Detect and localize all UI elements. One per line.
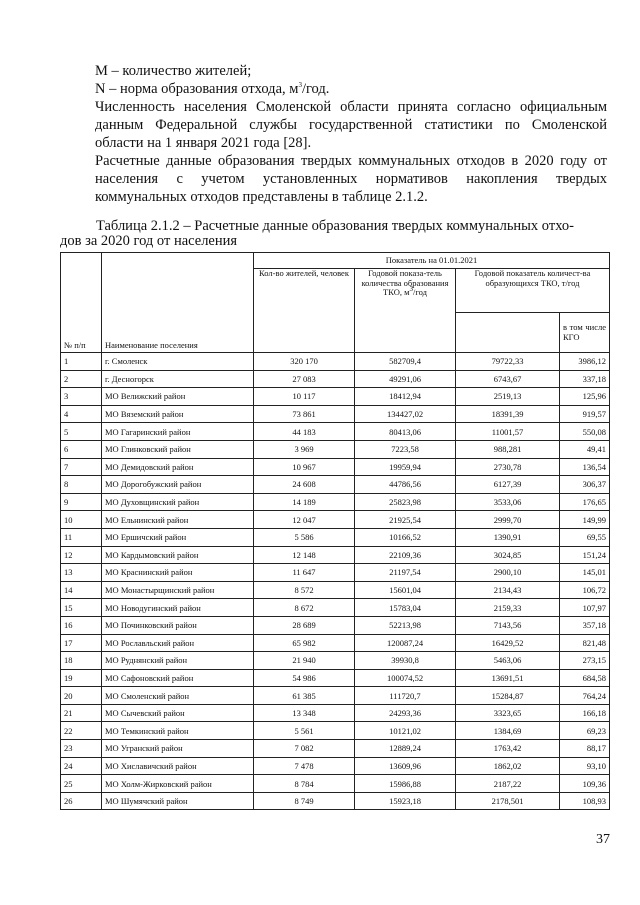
table-row (61, 476, 610, 494)
cell-annual-norm: 10166,52 (355, 528, 456, 546)
cell-kgo: 136,54 (560, 458, 610, 476)
cell-annual-volume: 5463,06 (456, 652, 560, 670)
cell-annual-volume: 1390,91 (456, 528, 560, 546)
table-row (61, 652, 610, 670)
cell-num: 5 (61, 423, 102, 441)
cell-residents: 24 608 (254, 476, 355, 494)
cell-num: 2 (61, 370, 102, 388)
cell-annual-norm: 12889,24 (355, 740, 456, 758)
cell-annual-volume: 6743,67 (456, 370, 560, 388)
cell-name: МО Ельнинский район (102, 511, 254, 529)
cell-name: МО Темкинский район (102, 722, 254, 740)
cell-annual-volume: 11001,57 (456, 423, 560, 441)
cell-name: МО Глинковский район (102, 440, 254, 458)
table-row (61, 704, 610, 722)
cell-annual-volume: 16429,52 (456, 634, 560, 652)
table-row (61, 423, 610, 441)
cell-name: МО Вяземский район (102, 405, 254, 423)
cell-annual-norm: 15923,18 (355, 792, 456, 810)
table-row (61, 564, 610, 582)
cell-annual-volume: 15284,87 (456, 687, 560, 705)
cell-annual-volume: 6127,39 (456, 476, 560, 494)
cell-residents: 11 647 (254, 564, 355, 582)
cell-num: 11 (61, 528, 102, 546)
table-row (61, 511, 610, 529)
cell-kgo: 109,36 (560, 775, 610, 793)
cell-kgo: 919,57 (560, 405, 610, 423)
table-row (61, 757, 610, 775)
cell-residents: 8 572 (254, 581, 355, 599)
cell-kgo: 149,99 (560, 511, 610, 529)
cell-annual-norm: 582709,4 (355, 353, 456, 371)
cell-residents: 3 969 (254, 440, 355, 458)
cell-residents: 65 982 (254, 634, 355, 652)
cell-kgo: 684,58 (560, 669, 610, 687)
cell-residents: 73 861 (254, 405, 355, 423)
table-row (61, 616, 610, 634)
cell-residents: 7 478 (254, 757, 355, 775)
cell-name: МО Руднянский район (102, 652, 254, 670)
cell-annual-norm: 18412,94 (355, 388, 456, 406)
cell-residents: 21 940 (254, 652, 355, 670)
cell-residents: 27 083 (254, 370, 355, 388)
cell-name: МО Духовщинский район (102, 493, 254, 511)
cell-annual-volume: 79722,33 (456, 353, 560, 371)
cell-name: МО Сычевский район (102, 704, 254, 722)
table-caption (60, 219, 608, 249)
cell-num: 10 (61, 511, 102, 529)
table-row (61, 687, 610, 705)
cell-num: 23 (61, 740, 102, 758)
cell-residents: 14 189 (254, 493, 355, 511)
cell-num: 12 (61, 546, 102, 564)
cell-annual-volume: 2134,43 (456, 581, 560, 599)
cell-annual-volume: 2159,33 (456, 599, 560, 617)
table-row (61, 353, 610, 371)
cell-name: МО Новодугинский район (102, 599, 254, 617)
cell-annual-norm: 21197,54 (355, 564, 456, 582)
cell-kgo: 550,08 (560, 423, 610, 441)
cell-kgo: 69,23 (560, 722, 610, 740)
cell-annual-norm: 134427,02 (355, 405, 456, 423)
cell-residents: 5 586 (254, 528, 355, 546)
cell-kgo: 88,17 (560, 740, 610, 758)
header-annual-norm-text: Годовой показа-тель количества образования ТКО, м (361, 268, 449, 297)
cell-num: 7 (61, 458, 102, 476)
cell-annual-norm: 39930,8 (355, 652, 456, 670)
table-row (61, 388, 610, 406)
cell-annual-norm: 24293,36 (355, 704, 456, 722)
cell-annual-volume: 1862,02 (456, 757, 560, 775)
cell-kgo: 145,01 (560, 564, 610, 582)
cell-annual-norm: 22109,36 (355, 546, 456, 564)
table-row (61, 722, 610, 740)
header-annual-volume: Годовой показатель количест-ва образующихся ТКО, т/год (456, 269, 610, 313)
table-caption-line1: Таблица 2.1.2 – Расчетные данные образования твердых коммунальных отхо- (96, 218, 574, 234)
cell-num: 8 (61, 476, 102, 494)
header-name: Наименование поселения (102, 253, 254, 353)
cell-name: г. Десногорск (102, 370, 254, 388)
cell-name: МО Холм-Жирковский район (102, 775, 254, 793)
cell-annual-volume: 18391,39 (456, 405, 560, 423)
cell-num: 26 (61, 792, 102, 810)
cell-num: 21 (61, 704, 102, 722)
cell-kgo: 273,15 (560, 652, 610, 670)
cell-residents: 44 183 (254, 423, 355, 441)
cell-annual-norm: 10121,02 (355, 722, 456, 740)
cell-name: МО Краснинский район (102, 564, 254, 582)
cell-annual-volume: 1384,69 (456, 722, 560, 740)
cell-annual-volume: 13691,51 (456, 669, 560, 687)
cell-kgo: 821,48 (560, 634, 610, 652)
table-row (61, 775, 610, 793)
header-indicator: Показатель на 01.01.2021 (254, 253, 610, 269)
cell-kgo: 166,18 (560, 704, 610, 722)
header-placeholder (456, 313, 560, 353)
cell-residents: 54 986 (254, 669, 355, 687)
cell-residents: 8 784 (254, 775, 355, 793)
cell-annual-norm: 15783,04 (355, 599, 456, 617)
cell-residents: 8 672 (254, 599, 355, 617)
header-num: № п/п (61, 253, 102, 353)
cell-annual-norm: 52213,98 (355, 616, 456, 634)
cell-residents: 10 967 (254, 458, 355, 476)
cell-num: 14 (61, 581, 102, 599)
cell-kgo: 49,41 (560, 440, 610, 458)
cell-annual-norm: 19959,94 (355, 458, 456, 476)
cell-name: МО Кардымовский район (102, 546, 254, 564)
cell-num: 9 (61, 493, 102, 511)
cell-name: МО Рославльский район (102, 634, 254, 652)
cell-residents: 12 047 (254, 511, 355, 529)
cell-annual-norm: 49291,06 (355, 370, 456, 388)
cell-annual-volume: 2900,10 (456, 564, 560, 582)
cell-kgo: 69,55 (560, 528, 610, 546)
cell-num: 1 (61, 353, 102, 371)
cell-name: МО Хиславичский район (102, 757, 254, 775)
cell-name: МО Монастырщинский район (102, 581, 254, 599)
header-incl-kgo: в том числе КГО (560, 313, 610, 353)
cell-kgo: 125,96 (560, 388, 610, 406)
table-row (61, 581, 610, 599)
paragraph-calculation-text: Расчетные данные образования твердых коммунальных отходов в 2020 году от населения с учетом установленных нормативов накопления твердых коммунальных отходов представлены в таблице 2.1.2. (95, 153, 607, 205)
cell-name: МО Угранский район (102, 740, 254, 758)
cell-residents: 8 749 (254, 792, 355, 810)
cell-annual-norm: 100074,52 (355, 669, 456, 687)
definition-n-text: N – норма образования отхода, м (95, 81, 299, 97)
cell-residents: 7 082 (254, 740, 355, 758)
cell-name: МО Шумячский район (102, 792, 254, 810)
cell-num: 24 (61, 757, 102, 775)
table-row (61, 458, 610, 476)
cell-residents: 61 385 (254, 687, 355, 705)
cell-num: 22 (61, 722, 102, 740)
cell-annual-volume: 3024,85 (456, 546, 560, 564)
cell-annual-volume: 7143,56 (456, 616, 560, 634)
cell-annual-volume: 2730,78 (456, 458, 560, 476)
paragraph-population (95, 98, 607, 152)
table-row (61, 669, 610, 687)
cell-annual-norm: 15986,88 (355, 775, 456, 793)
cell-num: 13 (61, 564, 102, 582)
cell-annual-volume: 2187,22 (456, 775, 560, 793)
cell-annual-volume: 2178,501 (456, 792, 560, 810)
cell-residents: 10 117 (254, 388, 355, 406)
cell-name: МО Сафоновский район (102, 669, 254, 687)
cell-name: МО Дорогобужский район (102, 476, 254, 494)
cell-annual-norm: 111720,7 (355, 687, 456, 705)
table-row (61, 740, 610, 758)
cell-annual-volume: 3323,65 (456, 704, 560, 722)
cell-residents: 13 348 (254, 704, 355, 722)
cell-num: 6 (61, 440, 102, 458)
cell-num: 3 (61, 388, 102, 406)
header-residents: Кол-во жителей, человек (254, 269, 355, 353)
cell-kgo: 106,72 (560, 581, 610, 599)
cell-kgo: 306,37 (560, 476, 610, 494)
cell-kgo: 107,97 (560, 599, 610, 617)
definition-m-text: M – количество жителей; (95, 63, 252, 79)
cell-residents: 320 170 (254, 353, 355, 371)
cell-num: 20 (61, 687, 102, 705)
definition-n (95, 80, 607, 98)
cell-name: МО Смоленский район (102, 687, 254, 705)
cell-num: 25 (61, 775, 102, 793)
cell-annual-volume: 2999,70 (456, 511, 560, 529)
cell-kgo: 176,65 (560, 493, 610, 511)
cell-residents: 12 148 (254, 546, 355, 564)
cell-name: МО Гагаринский район (102, 423, 254, 441)
table-row (61, 792, 610, 810)
cell-name: МО Демидовский район (102, 458, 254, 476)
cell-name: МО Починковский район (102, 616, 254, 634)
cell-name: МО Ершичский район (102, 528, 254, 546)
table-row (61, 546, 610, 564)
cell-num: 18 (61, 652, 102, 670)
cell-kgo: 337,18 (560, 370, 610, 388)
cell-name: МО Велижский район (102, 388, 254, 406)
table-row (61, 405, 610, 423)
definition-n-unit: /год. (301, 81, 330, 97)
cell-annual-norm: 13609,96 (355, 757, 456, 775)
cell-residents: 28 689 (254, 616, 355, 634)
cell-residents: 5 561 (254, 722, 355, 740)
cell-num: 19 (61, 669, 102, 687)
header-annual-norm-unit: /год (412, 287, 427, 297)
cell-annual-volume: 1763,42 (456, 740, 560, 758)
cell-annual-norm: 44786,56 (355, 476, 456, 494)
cell-annual-norm: 21925,54 (355, 511, 456, 529)
cell-kgo: 764,24 (560, 687, 610, 705)
cell-num: 15 (61, 599, 102, 617)
table-row (61, 528, 610, 546)
definition-n-sup: 3 (298, 81, 302, 90)
table-caption-line2: дов за 2020 год от населения (60, 233, 238, 249)
definition-m (95, 62, 607, 80)
cell-num: 16 (61, 616, 102, 634)
table-row (61, 370, 610, 388)
cell-annual-norm: 7223,58 (355, 440, 456, 458)
cell-kgo: 93,10 (560, 757, 610, 775)
table-row (61, 634, 610, 652)
cell-annual-norm: 25823,98 (355, 493, 456, 511)
cell-kgo: 3986,12 (560, 353, 610, 371)
table-row (61, 599, 610, 617)
table-row (61, 493, 610, 511)
cell-name: г. Смоленск (102, 353, 254, 371)
cell-kgo: 357,18 (560, 616, 610, 634)
cell-annual-volume: 988,281 (456, 440, 560, 458)
cell-annual-volume: 3533,06 (456, 493, 560, 511)
page-number: 37 (596, 832, 610, 847)
cell-annual-norm: 80413,06 (355, 423, 456, 441)
cell-kgo: 151,24 (560, 546, 610, 564)
cell-num: 4 (61, 405, 102, 423)
cell-num: 17 (61, 634, 102, 652)
waste-table (60, 252, 610, 810)
paragraph-population-text: Численность населения Смоленской области принята согласно официальным данным Федеральной службы государственной статистики по Смоленской области на 1 января 2021 года [28]. (95, 99, 607, 151)
cell-kgo: 108,93 (560, 792, 610, 810)
header-annual-norm (355, 269, 456, 353)
table-row (61, 440, 610, 458)
cell-annual-volume: 2519,13 (456, 388, 560, 406)
cell-annual-norm: 15601,04 (355, 581, 456, 599)
cell-annual-norm: 120087,24 (355, 634, 456, 652)
header-annual-norm-sup: 3 (409, 285, 413, 294)
paragraph-calculation (95, 152, 607, 206)
